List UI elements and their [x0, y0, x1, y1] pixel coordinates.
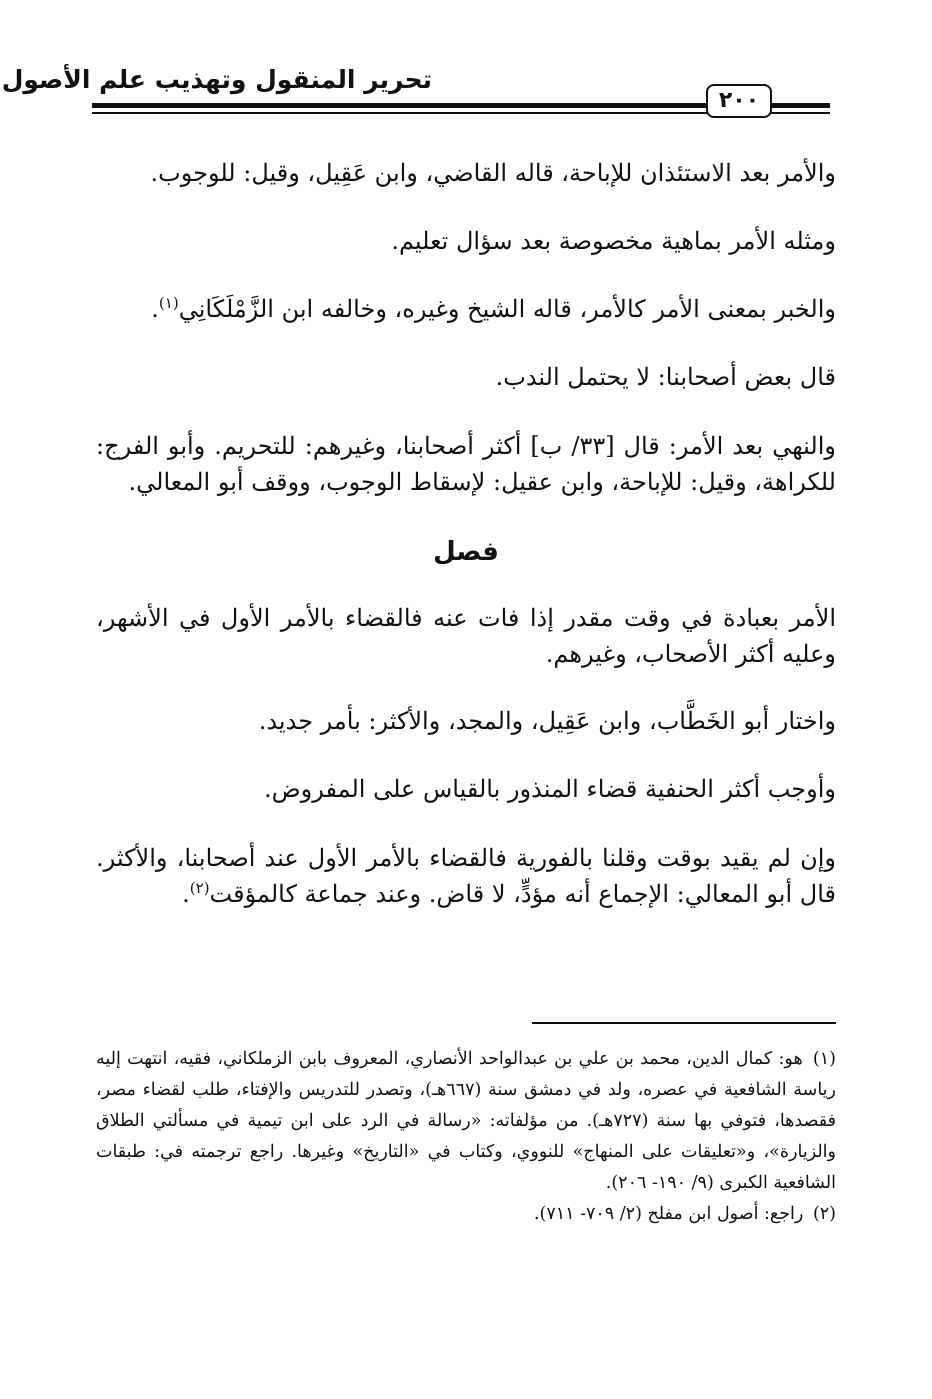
paragraph-2: ومثله الأمر بماهية مخصوصة بعد سؤال تعليم. [391, 227, 836, 255]
footnote-text: هو: كمال الدين، محمد بن علي بن عبدالواحد الأنصاري، المعروف بابن الزملكاني، فقيه، انتهت إليه رياسة الشافعية في عصره، ولد في دمشق سنة (٦٦٧هـ)، وتصدر للتدريس والإفتاء، طلب لقضاء مصر، فقصدها، فتوفي بها سنة (٧٢٧هـ). من مؤلفاته: «رسالة في الرد على ابن تيمية في مسألتي الطلاق والزيارة»، و«تعليقات على المنهاج» للنووي، وكتاب في «التاريخ» وغيرها. راجع ترجمته في: طبقات الشافعية الكبرى (٩/ ١٩٠- ٢٠٦). [96, 1049, 836, 1193]
paragraph-9 [96, 840, 836, 912]
footnote-1 [96, 1044, 836, 1199]
paragraph-6: الأمر بعبادة في وقت مقدر إذا فات عنه فالقضاء بالأمر الأول في الأشهر، وعليه أكثر الأصحاب، وغيرهم. [96, 604, 836, 668]
footnotes [96, 1044, 836, 1230]
paragraph-3-text: والخبر بمعنى الأمر كالأمر، قاله الشيخ وغيره، وخالفه ابن الزَّمْلَكَانِي [178, 295, 836, 323]
footnote-number: (٢) [812, 1204, 836, 1224]
paragraph-5: والنهي بعد الأمر: قال [٣٣/ ب] أكثر أصحابنا، وغيرهم: للتحريم. وأبو الفرج: للكراهة، وقيل: للإباحة، وابن عقيل: لإسقاط الوجوب، ووقف أبو المعالي. [96, 432, 836, 496]
page-number: ٢٠٠ [706, 84, 772, 118]
paragraph-1: والأمر بعد الاستئذان للإباحة، قاله القاضي، وابن عَقِيل، وقيل: للوجوب. [150, 159, 836, 187]
paragraph-9-text: وإن لم يقيد بوقت وقلنا بالفورية فالقضاء بالأمر الأول عند أصحابنا، والأكثر. قال أبو المعالي: الإجماع أنه مؤدٍّ، لا قاض. وعند جماعة كالمؤقت [96, 844, 836, 908]
footnote-number: (١) [812, 1049, 836, 1069]
section-title: فصل [433, 537, 499, 567]
paragraph-9-end: . [182, 880, 190, 908]
paragraph-3-end: . [151, 295, 159, 323]
footnote-ref-1[interactable]: (١) [158, 294, 179, 312]
footnote-ref-2[interactable]: (٢) [189, 879, 210, 897]
paragraph-8: وأوجب أكثر الحنفية قضاء المنذور بالقياس على المفروض. [264, 775, 836, 803]
footnote-2 [96, 1199, 836, 1230]
running-title: تحرير المنقول وتهذيب علم الأصول [1, 65, 432, 94]
footnote-text: راجع: أصول ابن مفلح (٢/ ٧٠٩- ٧١١). [533, 1204, 804, 1224]
footnote-separator [532, 1022, 836, 1024]
paragraph-7: واختار أبو الخَطَّاب، وابن عَقِيل، والمجد، والأكثر: بأمر جديد. [258, 707, 836, 735]
main-text [96, 150, 836, 912]
paragraph-4: قال بعض أصحابنا: لا يحتمل الندب. [495, 363, 836, 391]
paragraph-3 [96, 292, 836, 326]
